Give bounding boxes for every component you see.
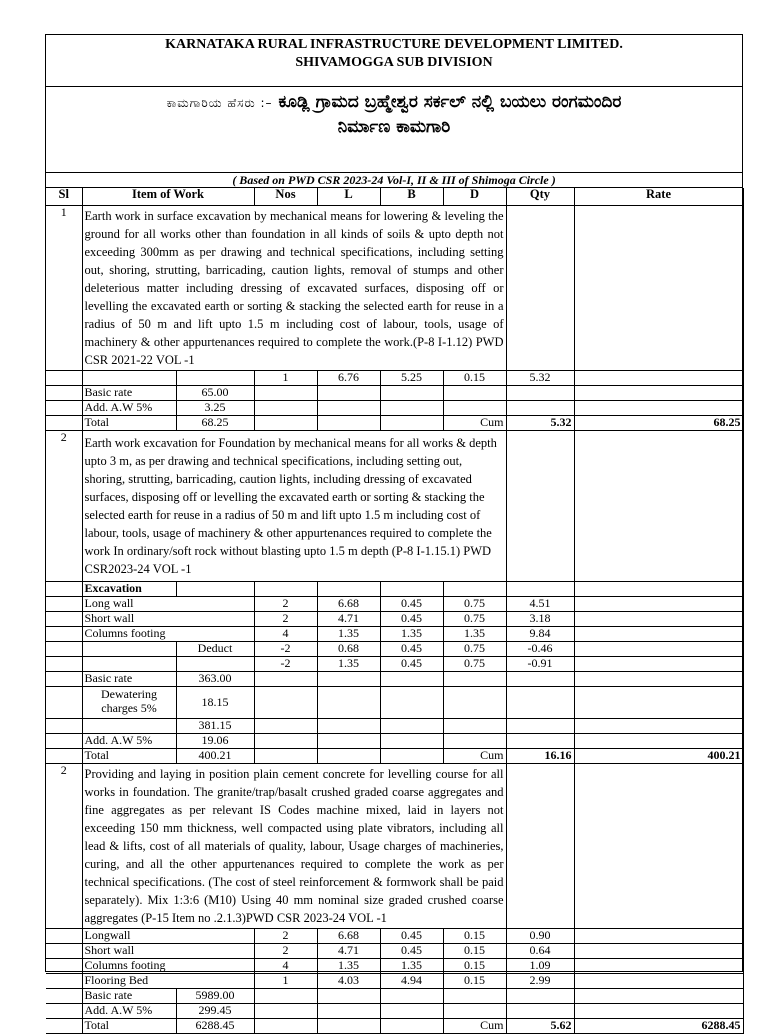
empty-cell — [380, 1018, 443, 1033]
empty-cell — [82, 718, 176, 733]
empty-cell — [46, 748, 82, 763]
meas-nos: -2 — [254, 641, 317, 656]
empty-cell — [46, 385, 82, 400]
empty-cell — [254, 671, 317, 686]
meas-qty: 2.99 — [506, 973, 574, 988]
measurement-row — [46, 973, 743, 988]
empty-cell — [443, 1003, 506, 1018]
empty-cell — [254, 988, 317, 1003]
meas-b: 0.45 — [380, 641, 443, 656]
empty-cell — [46, 1003, 82, 1018]
col-l: L — [317, 188, 380, 205]
empty-cell — [443, 686, 506, 718]
empty-cell — [380, 718, 443, 733]
empty-cell — [380, 385, 443, 400]
empty-cell — [506, 430, 574, 581]
empty-cell — [506, 763, 574, 928]
meas-nos: 2 — [254, 596, 317, 611]
empty-cell — [46, 415, 82, 430]
item-rate: 68.25 — [574, 415, 743, 430]
empty-cell — [46, 973, 82, 988]
empty-cell — [380, 400, 443, 415]
total-value: 68.25 — [176, 415, 254, 430]
empty-cell — [574, 641, 743, 656]
empty-cell — [317, 385, 380, 400]
col-b: B — [380, 188, 443, 205]
empty-cell — [506, 385, 574, 400]
meas-d: 1.35 — [443, 626, 506, 641]
empty-cell — [317, 733, 380, 748]
meas-l: 1.35 — [317, 958, 380, 973]
item-rate: 400.21 — [574, 748, 743, 763]
empty-cell — [380, 1003, 443, 1018]
meas-nos: 1 — [254, 370, 317, 385]
basic-rate-row — [46, 671, 743, 686]
meas-b: 0.45 — [380, 943, 443, 958]
empty-cell — [443, 718, 506, 733]
meas-b: 5.25 — [380, 370, 443, 385]
measurement-row — [46, 656, 743, 671]
empty-cell — [46, 928, 82, 943]
subtotal-value: 381.15 — [176, 718, 254, 733]
empty-cell — [380, 748, 443, 763]
meas-d: 0.75 — [443, 656, 506, 671]
empty-cell — [254, 733, 317, 748]
meas-l: 4.03 — [317, 973, 380, 988]
meas-sub-label — [176, 656, 254, 671]
basic-rate-label: Basic rate — [82, 671, 176, 686]
meas-label: Short wall — [82, 611, 254, 626]
meas-l: 0.68 — [317, 641, 380, 656]
meas-label: Columns footing — [82, 626, 254, 641]
item-description: Earth work in surface excavation by mechanical means for lowering & leveling the ground for all works other than foundation in all kinds of soils & upto depth not exceeding 300mm as per drawing and technical specifications, including setting out, shoring, strutting, barricading, caution lights, removal of stumps and other deleterious matter including dressing of excavated surfaces, disposing off or levelling the excavated earth or sorting & stacking the selected earth for reuse in a radius of 50 m and lift upto 1.5 m including cost of labour, tools, usage of machinery & other appurtenances required to complete the work.(P-8 I-1.12) PWD CSR 2021-22 VOL -1 — [82, 205, 506, 370]
meas-qty: -0.46 — [506, 641, 574, 656]
empty-cell — [254, 686, 317, 718]
col-sl: Sl — [46, 188, 82, 205]
meas-nos: 2 — [254, 943, 317, 958]
empty-cell — [46, 400, 82, 415]
empty-cell — [574, 928, 743, 943]
csr-basis: ( Based on PWD CSR 2023-24 Vol-I, II & III of Shimoga Circle ) — [46, 173, 742, 188]
empty-cell — [82, 370, 176, 385]
empty-cell — [506, 1003, 574, 1018]
item-description: Earth work excavation for Foundation by mechanical means for all works & depth upto 3 m, as per drawing and technical specifications, including setting out, shoring, strutting, barricading, caution lights, including dressing of excavated surfaces, disposing off or levelling the excavated earth or sorting & stacking the selected earth for reuse in a radius of 50 m and lift upto 1.5 m including cost of labour, tools, usage of machinery & other appurtenances required to complete the work In ordinary/soft rock without blasting upto 1.5 m depth (P-8 I-1.15.1) PWD CSR2023-24 VOL -1 — [82, 430, 506, 581]
meas-l: 4.71 — [317, 943, 380, 958]
section-title: Excavation — [82, 581, 176, 596]
total-label: Total — [82, 1018, 176, 1033]
empty-cell — [46, 686, 82, 718]
empty-cell — [46, 596, 82, 611]
empty-cell — [574, 400, 743, 415]
measurement-row — [46, 958, 743, 973]
aw-value: 19.06 — [176, 733, 254, 748]
empty-cell — [46, 626, 82, 641]
empty-cell — [443, 988, 506, 1003]
basic-rate-value: 5989.00 — [176, 988, 254, 1003]
empty-cell — [574, 686, 743, 718]
column-header-row — [46, 188, 743, 205]
empty-cell — [380, 671, 443, 686]
item-qty: 16.16 — [506, 748, 574, 763]
meas-qty: 0.90 — [506, 928, 574, 943]
empty-cell — [46, 718, 82, 733]
empty-cell — [317, 1018, 380, 1033]
aw-row — [46, 400, 743, 415]
empty-cell — [46, 958, 82, 973]
empty-cell — [443, 581, 506, 596]
total-label: Total — [82, 415, 176, 430]
basic-rate-label: Basic rate — [82, 988, 176, 1003]
empty-cell — [176, 581, 254, 596]
total-row — [46, 415, 743, 430]
meas-qty: 3.18 — [506, 611, 574, 626]
empty-cell — [317, 718, 380, 733]
meas-label: Columns footing — [82, 958, 254, 973]
basic-rate-label: Basic rate — [82, 385, 176, 400]
empty-cell — [317, 748, 380, 763]
meas-label — [82, 656, 176, 671]
empty-cell — [380, 988, 443, 1003]
empty-cell — [254, 400, 317, 415]
meas-qty: 0.64 — [506, 943, 574, 958]
empty-cell — [574, 1003, 743, 1018]
aw-row — [46, 1003, 743, 1018]
aw-row — [46, 733, 743, 748]
section-row — [46, 581, 743, 596]
meas-label: Flooring Bed — [82, 973, 254, 988]
measurement-row — [46, 626, 743, 641]
item-rate: 6288.45 — [574, 1018, 743, 1033]
item-qty: 5.62 — [506, 1018, 574, 1033]
empty-cell — [380, 686, 443, 718]
aw-value: 299.45 — [176, 1003, 254, 1018]
document-header — [46, 35, 742, 87]
empty-cell — [380, 733, 443, 748]
empty-cell — [317, 686, 380, 718]
meas-l: 4.71 — [317, 611, 380, 626]
empty-cell — [46, 733, 82, 748]
meas-b: 0.45 — [380, 596, 443, 611]
meas-d: 0.15 — [443, 973, 506, 988]
meas-d: 0.15 — [443, 928, 506, 943]
meas-b: 0.45 — [380, 656, 443, 671]
empty-cell — [574, 581, 743, 596]
basic-rate-value: 65.00 — [176, 385, 254, 400]
item-sl: 1 — [46, 205, 82, 370]
meas-qty: -0.91 — [506, 656, 574, 671]
empty-cell — [317, 671, 380, 686]
meas-qty: 1.09 — [506, 958, 574, 973]
empty-cell — [574, 656, 743, 671]
meas-sub-label: Deduct — [176, 641, 254, 656]
empty-cell — [46, 943, 82, 958]
dewatering-value: 18.15 — [176, 686, 254, 718]
empty-cell — [574, 763, 743, 928]
col-item-of-work: Item of Work — [82, 188, 254, 205]
meas-label — [82, 641, 176, 656]
empty-cell — [443, 733, 506, 748]
item-description: Providing and laying in position plain cement concrete for levelling course for all works in foundation. The granite/trap/basalt crushed graded coarse aggregates and fine aggregates as per relevant IS Codes machine mixed, laid in layers not exceeding 150 mm thickness, well compacted using plate vibrators, including all lead & lifts, cost of all materials of quality, labour, Usage charges of machineries, curing, and all the other appurtenances required to complete the work as per technical specifications. (The cost of steel reinforcement & formwork shall be paid separately). Mix 1:3:6 (M10) Using 40 mm nominal size graded crushed coarse aggregates (P-15 Item no .2.1.3)PWD CSR 2023-24 VOL -1 — [82, 763, 506, 928]
total-value: 400.21 — [176, 748, 254, 763]
empty-cell — [254, 581, 317, 596]
empty-cell — [574, 988, 743, 1003]
organization-name: KARNATAKA RURAL INFRASTRUCTURE DEVELOPMENT LIMITED. — [165, 37, 623, 52]
col-nos: Nos — [254, 188, 317, 205]
measurement-row — [46, 370, 743, 385]
work-name — [46, 87, 742, 173]
measurement-row — [46, 943, 743, 958]
subtotal-row — [46, 718, 743, 733]
meas-d: 0.75 — [443, 596, 506, 611]
empty-cell — [46, 671, 82, 686]
empty-cell — [574, 596, 743, 611]
empty-cell — [574, 718, 743, 733]
empty-cell — [317, 581, 380, 596]
empty-cell — [506, 733, 574, 748]
dewatering-row — [46, 686, 743, 718]
meas-label: Long wall — [82, 596, 254, 611]
unit: Cum — [443, 415, 506, 430]
empty-cell — [574, 611, 743, 626]
empty-cell — [443, 385, 506, 400]
meas-b: 4.94 — [380, 973, 443, 988]
meas-b: 0.45 — [380, 928, 443, 943]
empty-cell — [176, 370, 254, 385]
empty-cell — [46, 611, 82, 626]
meas-qty: 5.32 — [506, 370, 574, 385]
empty-cell — [46, 1018, 82, 1033]
empty-cell — [317, 1003, 380, 1018]
empty-cell — [254, 415, 317, 430]
empty-cell — [317, 415, 380, 430]
meas-d: 0.15 — [443, 370, 506, 385]
total-value: 6288.45 — [176, 1018, 254, 1033]
empty-cell — [574, 973, 743, 988]
meas-b: 1.35 — [380, 958, 443, 973]
dewatering-label: Dewatering charges 5% — [82, 686, 176, 718]
meas-nos: 2 — [254, 928, 317, 943]
meas-nos: 2 — [254, 611, 317, 626]
meas-label: Longwall — [82, 928, 254, 943]
empty-cell — [46, 656, 82, 671]
empty-cell — [46, 370, 82, 385]
meas-l: 1.35 — [317, 626, 380, 641]
meas-l: 6.68 — [317, 596, 380, 611]
aw-label: Add. A.W 5% — [82, 400, 176, 415]
work-name-line2: ನಿರ್ಮಾಣ ಕಾಮಗಾರಿ — [337, 117, 451, 137]
estimate-sheet — [45, 34, 743, 1032]
empty-cell — [574, 430, 743, 581]
empty-cell — [46, 641, 82, 656]
col-qty: Qty — [506, 188, 574, 205]
empty-cell — [443, 671, 506, 686]
meas-qty: 9.84 — [506, 626, 574, 641]
measurement-row — [46, 596, 743, 611]
meas-b: 1.35 — [380, 626, 443, 641]
empty-cell — [506, 205, 574, 370]
total-label: Total — [82, 748, 176, 763]
empty-cell — [574, 205, 743, 370]
meas-nos: 4 — [254, 626, 317, 641]
meas-d: 0.15 — [443, 943, 506, 958]
empty-cell — [443, 400, 506, 415]
empty-cell — [254, 385, 317, 400]
empty-cell — [574, 943, 743, 958]
empty-cell — [574, 958, 743, 973]
meas-nos: -2 — [254, 656, 317, 671]
empty-cell — [574, 733, 743, 748]
empty-cell — [380, 415, 443, 430]
item-sl: 2 — [46, 430, 82, 581]
empty-cell — [506, 718, 574, 733]
measurement-row — [46, 641, 743, 656]
meas-d: 0.15 — [443, 958, 506, 973]
col-rate: Rate — [574, 188, 743, 205]
measurement-row — [46, 611, 743, 626]
item-qty: 5.32 — [506, 415, 574, 430]
item-description-row — [46, 205, 743, 370]
total-row — [46, 1018, 743, 1033]
basic-rate-row — [46, 988, 743, 1003]
estimate-table — [46, 188, 743, 1034]
empty-cell — [506, 671, 574, 686]
empty-cell — [574, 626, 743, 641]
meas-nos: 1 — [254, 973, 317, 988]
item-description-row — [46, 430, 743, 581]
empty-cell — [254, 1003, 317, 1018]
meas-nos: 4 — [254, 958, 317, 973]
basic-rate-row — [46, 385, 743, 400]
work-name-line1: ಕೂಡ್ಲಿ ಗ್ರಾಮದ ಬ್ರಹ್ಮೇಶ್ವರ ಸರ್ಕಲ್ ನಲ್ಲಿ ಬಯಲು ರಂಗಮಂದಿರ — [278, 92, 622, 112]
meas-l: 1.35 — [317, 656, 380, 671]
empty-cell — [254, 1018, 317, 1033]
meas-l: 6.68 — [317, 928, 380, 943]
meas-qty: 4.51 — [506, 596, 574, 611]
empty-cell — [506, 686, 574, 718]
empty-cell — [317, 988, 380, 1003]
unit: Cum — [443, 748, 506, 763]
item-description-row — [46, 763, 743, 928]
sub-division: SHIVAMOGGA SUB DIVISION — [295, 55, 493, 70]
empty-cell — [574, 370, 743, 385]
item-sl: 2 — [46, 763, 82, 928]
empty-cell — [506, 581, 574, 596]
col-d: D — [443, 188, 506, 205]
aw-value: 3.25 — [176, 400, 254, 415]
empty-cell — [506, 988, 574, 1003]
unit: Cum — [443, 1018, 506, 1033]
work-name-label: ಕಾಮಗಾರಿಯ ಹೆಸರು :– — [166, 96, 273, 110]
basic-rate-value: 363.00 — [176, 671, 254, 686]
meas-label: Short wall — [82, 943, 254, 958]
meas-l: 6.76 — [317, 370, 380, 385]
empty-cell — [506, 400, 574, 415]
empty-cell — [574, 671, 743, 686]
measurement-row — [46, 928, 743, 943]
meas-d: 0.75 — [443, 641, 506, 656]
aw-label: Add. A.W 5% — [82, 1003, 176, 1018]
empty-cell — [46, 581, 82, 596]
empty-cell — [46, 988, 82, 1003]
meas-d: 0.75 — [443, 611, 506, 626]
empty-cell — [254, 748, 317, 763]
empty-cell — [317, 400, 380, 415]
meas-b: 0.45 — [380, 611, 443, 626]
total-row — [46, 748, 743, 763]
empty-cell — [380, 581, 443, 596]
aw-label: Add. A.W 5% — [82, 733, 176, 748]
empty-cell — [574, 385, 743, 400]
empty-cell — [254, 718, 317, 733]
